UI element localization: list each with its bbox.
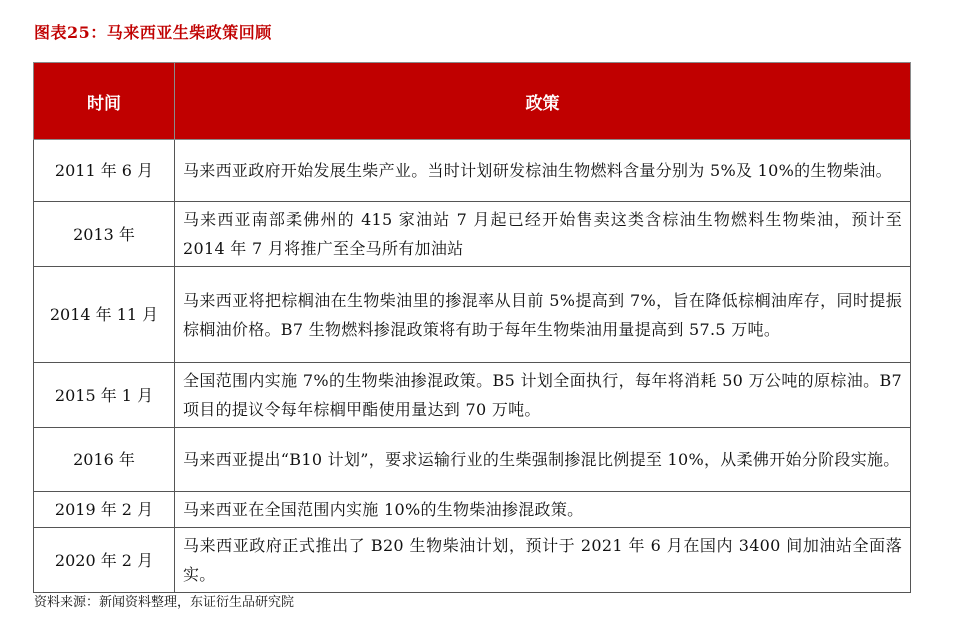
policy-table (33, 62, 911, 593)
header-policy: 政策 (175, 63, 911, 140)
row-policy: 马来西亚将把棕榈油在生物柴油里的掺混率从目前 5%提高到 7%，旨在降低棕榈油库存，同时提振棕榈油价格。B7 生物燃料掺混政策将有助于每年生物柴油用量提高到 57.5 万吨。 (175, 267, 911, 363)
row-time: 2014 年 11 月 (34, 267, 175, 363)
row-time: 2016 年 (34, 428, 175, 492)
header-time: 时间 (34, 63, 175, 140)
row-policy: 马来西亚政府正式推出了 B20 生物柴油计划，预计于 2021 年 6 月在国内 3400 间加油站全面落实。 (175, 528, 911, 593)
row-time: 2015 年 1 月 (34, 363, 175, 428)
row-time: 2011 年 6 月 (34, 140, 175, 202)
row-policy: 马来西亚南部柔佛州的 415 家油站 7 月起已经开始售卖这类含棕油生物燃料生物柴油，预计至 2014 年 7 月将推广至全马所有加油站 (175, 202, 911, 267)
table-row (34, 528, 911, 593)
table-row (34, 428, 911, 492)
table-row (34, 267, 911, 363)
table-row (34, 140, 911, 202)
figure-title: 图表25：马来西亚生柴政策回顾 (34, 23, 272, 42)
table-row (34, 363, 911, 428)
table-row (34, 202, 911, 267)
row-time: 2013 年 (34, 202, 175, 267)
row-policy: 全国范围内实施 7%的生物柴油掺混政策。B5 计划全面执行，每年将消耗 50 万公吨的原棕油。B7 项目的提议令每年棕榈甲酯使用量达到 70 万吨。 (175, 363, 911, 428)
row-time: 2020 年 2 月 (34, 528, 175, 593)
table-header-row (34, 63, 911, 140)
row-policy: 马来西亚政府开始发展生柴产业。当时计划研发棕油生物燃料含量分别为 5%及 10%的生物柴油。 (175, 140, 911, 202)
row-time: 2019 年 2 月 (34, 492, 175, 528)
row-policy: 马来西亚提出“B10 计划”，要求运输行业的生柴强制掺混比例提至 10%，从柔佛开始分阶段实施。 (175, 428, 911, 492)
row-policy: 马来西亚在全国范围内实施 10%的生物柴油掺混政策。 (175, 492, 911, 528)
table-row (34, 492, 911, 528)
source-note: 资料来源：新闻资料整理，东证衍生品研究院 (34, 595, 295, 610)
